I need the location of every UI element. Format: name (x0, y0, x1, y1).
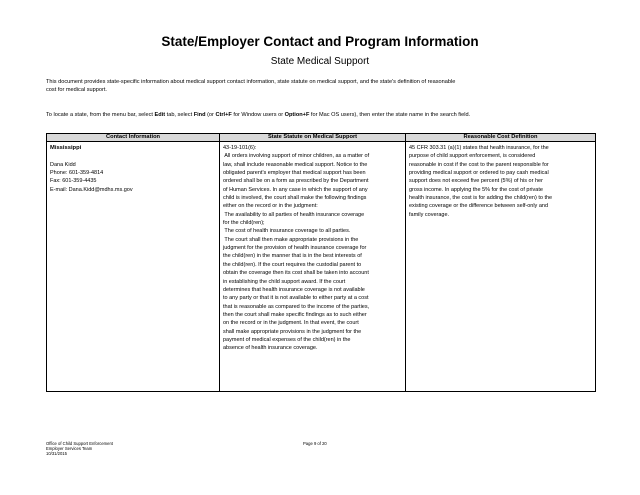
instr-optionf: Option+F (284, 112, 310, 118)
footer-team: Employer Services Team (46, 446, 93, 452)
search-instructions (46, 111, 606, 119)
statute-line: obtain the coverage then its cost shall be taken into account (223, 270, 369, 277)
statute-line: law, shall include reasonable medical support. Notice to the (223, 161, 368, 168)
statute-line: The availability to all parties of health insurance coverage (223, 211, 365, 218)
statute-line: ordered shall be on a form as prescribed by the Department (223, 178, 369, 185)
statute-line: of Human Services. In any case in which the support of any (223, 186, 368, 193)
cost-cell (406, 142, 596, 392)
statute-line: shall make appropriate provisions in the judgment for the (223, 328, 362, 335)
header-cost: Reasonable Cost Definition (406, 134, 596, 142)
statute-cell (220, 142, 406, 392)
cost-line: purpose of child support enforcement, is considered (409, 153, 536, 160)
header-contact: Contact Information (47, 134, 220, 142)
contact-fax: Fax: 601-359-4435 (50, 178, 97, 185)
statute-line: child is involved, the court shall make the following findings (223, 195, 367, 202)
contact-cell (47, 142, 220, 392)
statute-line: 43-19-101(6): (223, 145, 257, 151)
statute-line: then the court shall make specific findings as to such either (223, 311, 367, 318)
cost-line: existing coverage or the difference between self-only and (409, 203, 549, 210)
table-row (47, 142, 596, 392)
cost-line: providing medical support or ordered to pay cash medical (409, 170, 549, 177)
page-title: State/Employer Contact and Program Information (161, 34, 479, 49)
footer (46, 441, 113, 457)
statute-line: The court shall then make appropriate provisions in the (223, 236, 359, 243)
contact-email: E-mail: Dana.Kidd@mdhs.ms.gov (50, 186, 133, 193)
instr-find: Find (193, 112, 206, 118)
intro-line-1: This document provides state-specific information about medical support contact information, state statute on medical support, and the state's definition of reasonable (46, 79, 456, 85)
cost-line: reasonable in cost if the cost to the parent responsible for (409, 161, 549, 168)
instr-ctrlf: Ctrl+F (215, 112, 232, 118)
instr-windows: for Window users or (231, 112, 285, 118)
cost-line: health insurance, the cost is for adding the child(ren) to the (409, 195, 553, 202)
statute-line: the child(ren). If the court requires the custodial parent to (223, 261, 362, 268)
cost-line: family coverage. (409, 211, 450, 218)
instr-prefix: To locate a state, from the menu bar, select (46, 112, 155, 118)
statute-line: payment of medical expenses of the child(ren) in the (223, 336, 351, 343)
instr-tab: tab, select (165, 112, 194, 118)
cost-line: gross income. In applying the 5% for the cost of private (409, 186, 543, 193)
statute-line: All orders involving support of minor children, as a matter of (223, 153, 370, 160)
header-statute: State Statute on Medical Support (220, 134, 406, 142)
cost-line: support does not exceed five percent (5%) of his or her (409, 178, 543, 185)
statute-line: absence of health insurance coverage. (223, 345, 318, 352)
statute-line: judgment for the provision of health insurance coverage for (223, 245, 367, 252)
footer-office: Office of Child Support Enforcement (46, 441, 113, 446)
instr-or: (or (205, 112, 216, 118)
statute-line: that is reasonable as compared to the income of the parties, (223, 303, 370, 310)
intro-paragraph (46, 78, 606, 95)
intro-line-2: cost for medical support. (46, 87, 107, 94)
page-number: Page 9 of 20 (303, 441, 327, 446)
statute-line: The cost of health insurance coverage to all parties. (223, 228, 351, 235)
statute-line: for the child(ren); (223, 220, 265, 227)
instr-rest: for Mac OS users), then enter the state name in the search field. (309, 112, 471, 118)
footer-date: 10/31/2015 (46, 451, 67, 457)
contact-name: Dana Kidd (50, 161, 76, 168)
statute-line: on the record or in the judgment. In that event, the court (223, 320, 359, 327)
statute-line: either on the record or in the judgment: (223, 203, 318, 210)
statute-line: to any party or that it is not available to either party at a cost (223, 295, 369, 302)
statute-line: the child(ren) in the manner that is in the best interests of (223, 253, 362, 260)
statute-line: determines that health insurance coverage is not available (223, 286, 365, 293)
state-info-table (46, 133, 596, 392)
instr-edit: Edit (154, 112, 166, 118)
statute-line: obligated parent's employer that medical support has been (223, 170, 366, 177)
table-header-row (47, 134, 596, 142)
statute-line: in establishing the child support award. If the court (223, 278, 346, 285)
page-subtitle: State Medical Support (270, 56, 370, 67)
cost-line: 45 CFR 303.31 (a)(1) states that health insurance, for the (409, 145, 549, 151)
contact-phone: Phone: 601-359-4814 (50, 170, 104, 177)
state-name: Mississippi (50, 145, 82, 151)
